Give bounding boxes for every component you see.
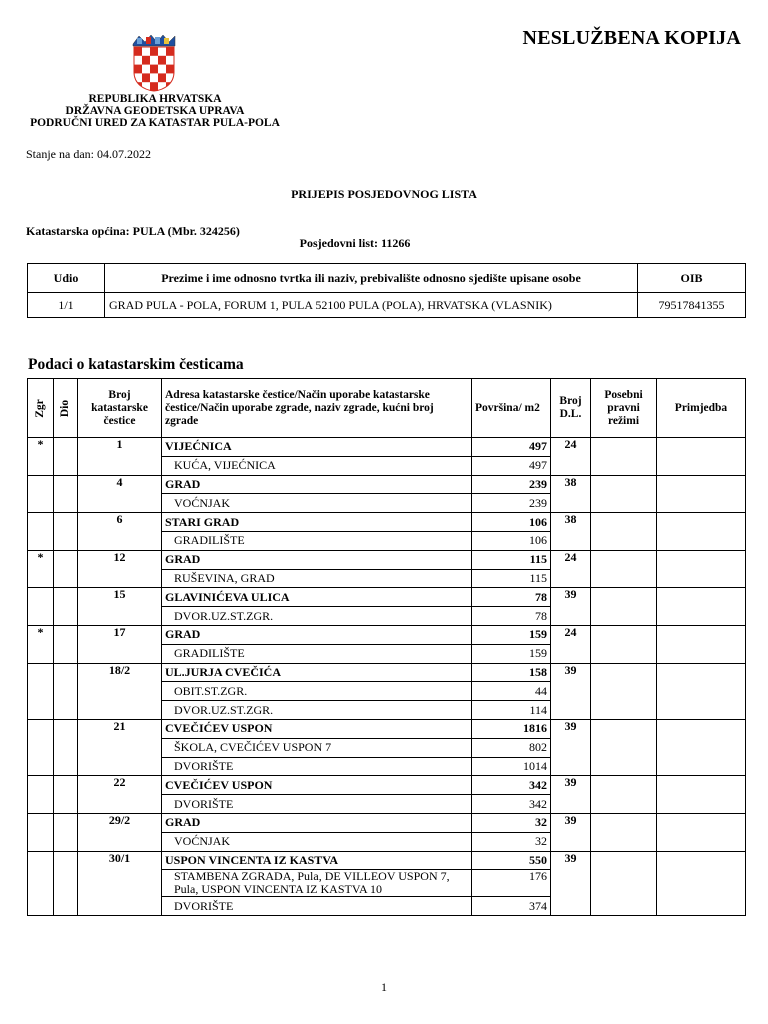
parcel-dio xyxy=(54,625,78,663)
parcel-number: 30/1 xyxy=(78,851,162,916)
owners-header-row xyxy=(28,264,746,293)
parcel-use-area: 342 xyxy=(472,795,551,814)
parcel-dl-number: 39 xyxy=(551,588,591,626)
parcel-use-area: 1014 xyxy=(472,757,551,776)
document-title: PRIJEPIS POSJEDOVNOG LISTA xyxy=(291,187,477,201)
header-parcel-number: Broj katastarske čestice xyxy=(78,379,162,438)
parcel-dio xyxy=(54,813,78,851)
parcels-header-row xyxy=(28,379,746,438)
parcel-legal-regimes xyxy=(591,663,657,719)
parcel-area: 158 xyxy=(472,663,551,682)
parcel-zgr-mark: * xyxy=(28,625,54,663)
parcel-dl-number: 24 xyxy=(551,550,591,588)
parcel-use-area: 44 xyxy=(472,682,551,701)
authority-line: DRŽAVNA GEODETSKA UPRAVA xyxy=(65,105,245,117)
parcel-use-area: 176 xyxy=(472,870,551,897)
parcel-zgr-mark: * xyxy=(28,438,54,476)
parcel-dio xyxy=(54,776,78,814)
parcel-dio xyxy=(54,475,78,513)
parcel-remark xyxy=(657,776,746,814)
page-number: 1 xyxy=(381,980,387,994)
parcel-row xyxy=(28,550,746,569)
parcel-use-area: 159 xyxy=(472,644,551,663)
header-legal-regimes: Posebni pravni režimi xyxy=(591,379,657,438)
parcel-row xyxy=(28,625,746,644)
parcel-dl-number: 38 xyxy=(551,475,591,513)
parcel-use-description: DVORIŠTE xyxy=(162,795,472,814)
header-address: Adresa katastarske čestice/Način uporabe katastarske čestice/Način uporabe zgrade, naziv zgrade, kućni broj zgrade xyxy=(162,379,472,438)
parcel-use-area: 106 xyxy=(472,531,551,550)
parcels-section-title: Podaci o katastarskim česticama xyxy=(28,356,244,373)
parcel-legal-regimes xyxy=(591,588,657,626)
parcel-remark xyxy=(657,588,746,626)
parcel-number: 29/2 xyxy=(78,813,162,851)
parcel-use-area: 32 xyxy=(472,832,551,851)
parcel-dio xyxy=(54,851,78,916)
parcel-area: 32 xyxy=(472,813,551,832)
parcel-number: 17 xyxy=(78,625,162,663)
parcel-dio xyxy=(54,719,78,775)
parcel-zgr-mark xyxy=(28,513,54,551)
parcel-use-description: KUĆA, VIJEĆNICA xyxy=(162,456,472,475)
parcel-legal-regimes xyxy=(591,513,657,551)
parcel-remark xyxy=(657,438,746,476)
parcel-use-description: VOĆNJAK xyxy=(162,832,472,851)
parcel-use-description: ŠKOLA, CVEČIĆEV USPON 7 xyxy=(162,738,472,757)
parcel-name: GRAD xyxy=(162,625,472,644)
header-zgr: Zgr xyxy=(28,379,54,438)
owners-header-cell: Prezime i ime odnosno tvrtka ili naziv, prebivalište odnosno sjedište upisane osobe xyxy=(105,264,638,293)
parcel-dl-number: 39 xyxy=(551,663,591,719)
parcel-use-description: STAMBENA ZGRADA, Pula, DE VILLEOV USPON 7, Pula, USPON VINCENTA IZ KASTVA 10 xyxy=(162,870,472,897)
owners-table xyxy=(27,263,746,318)
parcel-dl-number: 38 xyxy=(551,513,591,551)
parcel-row xyxy=(28,851,746,870)
parcel-legal-regimes xyxy=(591,475,657,513)
header-dio: Dio xyxy=(54,379,78,438)
owners-header-cell: Udio xyxy=(28,264,105,293)
croatian-coat-of-arms-icon xyxy=(131,34,177,92)
parcel-name: GLAVINIĆEVA ULICA xyxy=(162,588,472,607)
parcel-number: 21 xyxy=(78,719,162,775)
cadastral-municipality: Katastarska općina: PULA (Mbr. 324256) xyxy=(26,224,240,238)
parcel-use-description: DVORIŠTE xyxy=(162,757,472,776)
parcel-legal-regimes xyxy=(591,625,657,663)
parcel-use-description: RUŠEVINA, GRAD xyxy=(162,569,472,588)
parcel-use-description: GRADILIŠTE xyxy=(162,531,472,550)
owner-oib: 79517841355 xyxy=(638,293,746,318)
parcel-row xyxy=(28,513,746,532)
parcels-body xyxy=(28,438,746,916)
parcel-legal-regimes xyxy=(591,813,657,851)
parcel-row xyxy=(28,438,746,457)
parcel-row xyxy=(28,588,746,607)
parcel-area: 342 xyxy=(472,776,551,795)
parcel-use-description: DVOR.UZ.ST.ZGR. xyxy=(162,607,472,626)
parcel-dl-number: 39 xyxy=(551,776,591,814)
authority-line: REPUBLIKA HRVATSKA xyxy=(88,93,222,105)
parcel-use-description: DVORIŠTE xyxy=(162,897,472,916)
crown-icon xyxy=(133,35,175,46)
parcel-number: 4 xyxy=(78,475,162,513)
parcel-zgr-mark: * xyxy=(28,550,54,588)
parcel-use-area: 78 xyxy=(472,607,551,626)
parcel-legal-regimes xyxy=(591,776,657,814)
parcel-dl-number: 39 xyxy=(551,813,591,851)
parcel-use-area: 497 xyxy=(472,456,551,475)
parcel-area: 497 xyxy=(472,438,551,457)
parcel-legal-regimes xyxy=(591,851,657,916)
parcel-name: GRAD xyxy=(162,475,472,494)
parcel-use-description: DVOR.UZ.ST.ZGR. xyxy=(162,701,472,720)
parcel-area: 115 xyxy=(472,550,551,569)
parcel-number: 6 xyxy=(78,513,162,551)
parcels-table xyxy=(27,378,746,916)
parcel-row xyxy=(28,813,746,832)
parcel-row xyxy=(28,719,746,738)
parcel-area: 550 xyxy=(472,851,551,870)
parcel-use-area: 802 xyxy=(472,738,551,757)
parcel-name: GRAD xyxy=(162,550,472,569)
parcel-zgr-mark xyxy=(28,813,54,851)
parcel-row xyxy=(28,663,746,682)
parcel-use-area: 115 xyxy=(472,569,551,588)
parcel-legal-regimes xyxy=(591,719,657,775)
parcel-row xyxy=(28,776,746,795)
unofficial-copy-watermark: NESLUŽBENA KOPIJA xyxy=(522,27,741,49)
authority-line: PODRUČNI URED ZA KATASTAR PULA-POLA xyxy=(30,117,280,129)
owners-header-cell: OIB xyxy=(638,264,746,293)
parcel-dl-number: 24 xyxy=(551,438,591,476)
parcel-remark xyxy=(657,851,746,916)
parcel-use-area: 374 xyxy=(472,897,551,916)
parcel-name: STARI GRAD xyxy=(162,513,472,532)
parcel-number: 12 xyxy=(78,550,162,588)
parcel-use-description: OBIT.ST.ZGR. xyxy=(162,682,472,701)
parcel-area: 1816 xyxy=(472,719,551,738)
parcel-zgr-mark xyxy=(28,851,54,916)
parcel-dl-number: 39 xyxy=(551,719,591,775)
parcel-row xyxy=(28,475,746,494)
parcel-dio xyxy=(54,438,78,476)
owner-row xyxy=(28,293,746,318)
owner-share: 1/1 xyxy=(28,293,105,318)
parcel-name: CVEČIĆEV USPON xyxy=(162,776,472,795)
parcel-dio xyxy=(54,588,78,626)
parcel-name: GRAD xyxy=(162,813,472,832)
parcel-dl-number: 24 xyxy=(551,625,591,663)
parcel-name: VIJEĆNICA xyxy=(162,438,472,457)
parcel-zgr-mark xyxy=(28,719,54,775)
parcel-name: USPON VINCENTA IZ KASTVA xyxy=(162,851,472,870)
parcel-area: 78 xyxy=(472,588,551,607)
parcel-legal-regimes xyxy=(591,438,657,476)
parcel-dio xyxy=(54,513,78,551)
parcel-zgr-mark xyxy=(28,475,54,513)
parcel-area: 239 xyxy=(472,475,551,494)
parcel-remark xyxy=(657,475,746,513)
parcel-remark xyxy=(657,550,746,588)
parcel-remark xyxy=(657,625,746,663)
parcel-number: 22 xyxy=(78,776,162,814)
parcel-number: 1 xyxy=(78,438,162,476)
parcel-use-area: 239 xyxy=(472,494,551,513)
parcel-remark xyxy=(657,513,746,551)
authority-heading xyxy=(0,93,310,129)
parcel-legal-regimes xyxy=(591,550,657,588)
parcel-remark xyxy=(657,663,746,719)
parcel-zgr-mark xyxy=(28,776,54,814)
parcel-dio xyxy=(54,550,78,588)
header-dl-number: Broj D.L. xyxy=(551,379,591,438)
parcel-dl-number: 39 xyxy=(551,851,591,916)
parcel-remark xyxy=(657,719,746,775)
parcel-use-area: 114 xyxy=(472,701,551,720)
header-remark: Primjedba xyxy=(657,379,746,438)
parcel-number: 18/2 xyxy=(78,663,162,719)
parcel-use-description: GRADILIŠTE xyxy=(162,644,472,663)
parcel-zgr-mark xyxy=(28,663,54,719)
parcel-remark xyxy=(657,813,746,851)
status-date: Stanje na dan: 04.07.2022 xyxy=(26,147,151,161)
parcel-area: 159 xyxy=(472,625,551,644)
parcel-area: 106 xyxy=(472,513,551,532)
parcel-use-description: VOĆNJAK xyxy=(162,494,472,513)
owner-name: GRAD PULA - POLA, FORUM 1, PULA 52100 PULA (POLA), HRVATSKA (VLASNIK) xyxy=(105,293,638,318)
parcel-number: 15 xyxy=(78,588,162,626)
parcel-name: CVEČIĆEV USPON xyxy=(162,719,472,738)
possession-sheet-number: Posjedovni list: 11266 xyxy=(299,236,411,250)
parcel-dio xyxy=(54,663,78,719)
header-area: Površina/ m2 xyxy=(472,379,551,438)
parcel-name: UL.JURJA CVEČIĆA xyxy=(162,663,472,682)
parcel-zgr-mark xyxy=(28,588,54,626)
